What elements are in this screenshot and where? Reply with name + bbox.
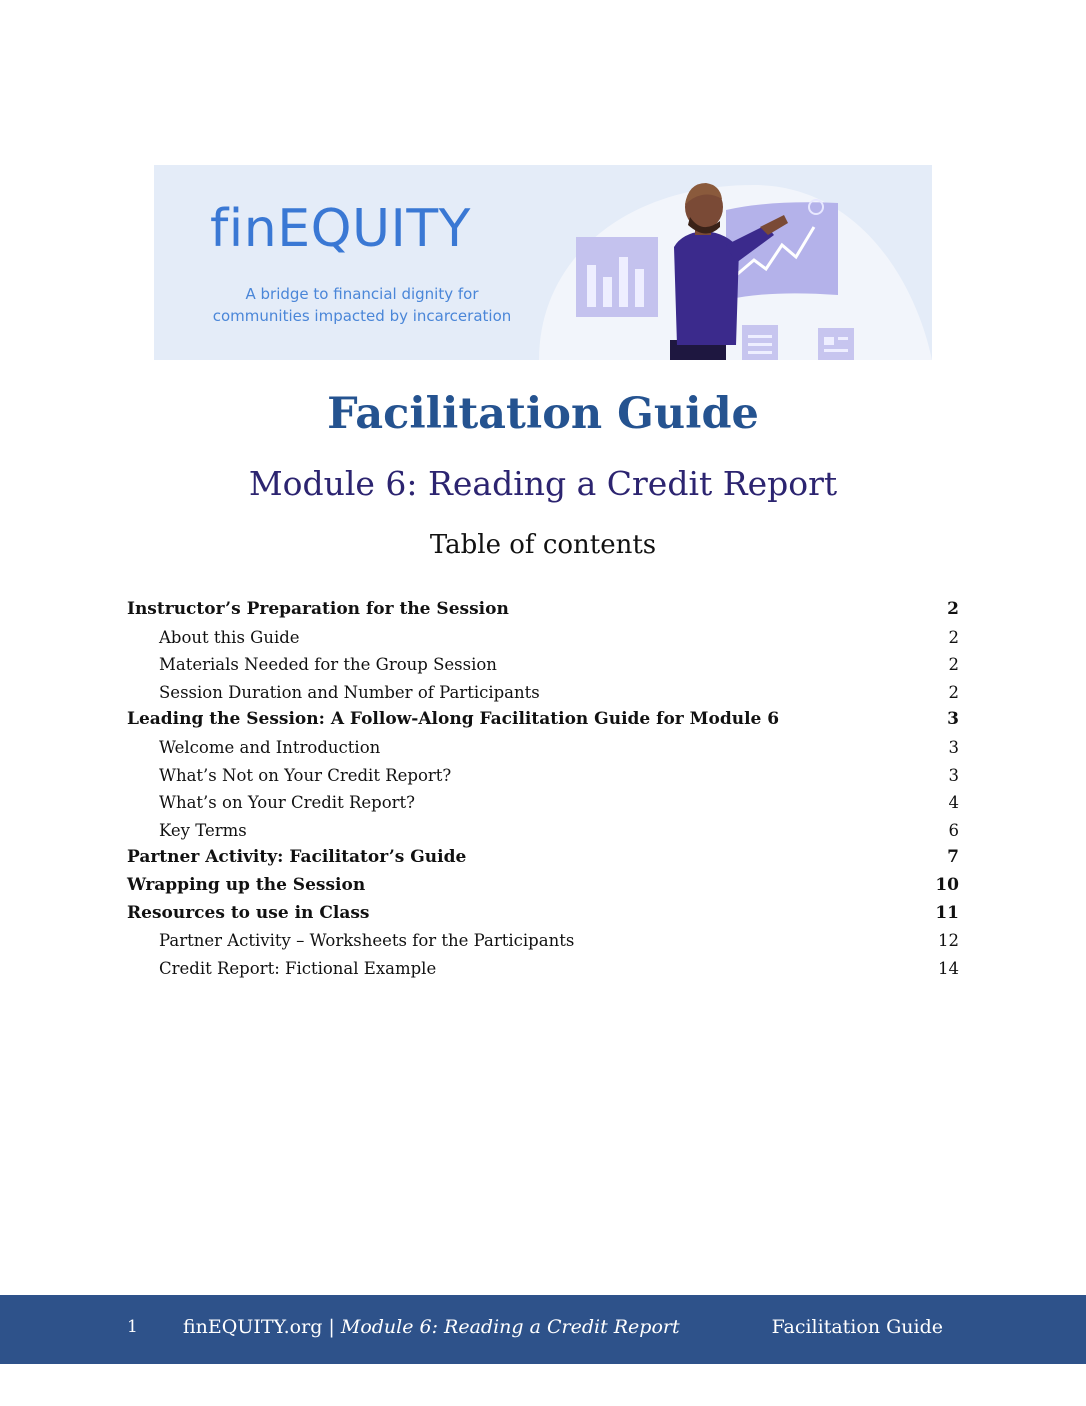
brand-logo-text: finEQUITY [210, 199, 471, 259]
toc-entry-label: Leading the Session: A Follow-Along Facilitation Guide for Module 6 [127, 709, 780, 730]
toc-entry[interactable] [127, 872, 959, 900]
toc-entry-page: 4 [948, 793, 959, 813]
toc-entry[interactable] [127, 596, 959, 624]
document-icon [818, 328, 854, 360]
footer-page-number: 1 [127, 1317, 138, 1337]
toc-entry-page: 10 [935, 874, 959, 895]
toc-entry-label: Partner Activity – Worksheets for the Participants [159, 931, 575, 951]
toc-entry[interactable] [127, 762, 959, 790]
brand-tagline [182, 283, 542, 327]
toc-entry-page: 3 [947, 709, 959, 730]
toc-entry-label: What’s Not on Your Credit Report? [159, 765, 452, 785]
toc-entry-label: About this Guide [159, 627, 300, 647]
toc-entry-label: Credit Report: Fictional Example [159, 958, 437, 978]
toc-entry-page: 12 [938, 931, 959, 951]
toc-entry-label: Welcome and Introduction [159, 737, 381, 757]
document-subtitle: Module 6: Reading a Credit Report [248, 464, 838, 503]
toc-entry-label: Wrapping up the Session [127, 874, 366, 895]
toc-entry[interactable] [127, 955, 959, 983]
toc-entry-label: Materials Needed for the Group Session [159, 655, 497, 675]
toc-entry[interactable] [127, 734, 959, 762]
toc-entry-page: 2 [948, 655, 959, 675]
toc-heading: Table of contents [429, 530, 657, 560]
toc-entry-page: 6 [948, 820, 959, 840]
toc-entry[interactable] [127, 679, 959, 707]
toc-entry[interactable] [127, 844, 959, 872]
toc-entry-page: 3 [948, 737, 959, 757]
footer-site: finEQUITY.org | [183, 1316, 341, 1338]
toc-entry[interactable] [127, 624, 959, 652]
footer-guide-label: Facilitation Guide [771, 1316, 943, 1338]
toc-entry-page: 3 [948, 765, 959, 785]
toc-entry-page: 7 [947, 847, 959, 868]
toc-entry[interactable] [127, 706, 959, 734]
toc-entry-page: 11 [935, 902, 959, 923]
banner-illustration [154, 165, 932, 360]
toc-entry-label: Resources to use in Class [127, 902, 370, 923]
toc-entry-label: Key Terms [159, 820, 247, 840]
toc-entry[interactable] [127, 900, 959, 928]
toc-entry[interactable] [127, 789, 959, 817]
document-icon [742, 325, 778, 360]
toc-entry-label: Instructor’s Preparation for the Session [127, 599, 509, 619]
footer-module: Module 6: Reading a Credit Report [340, 1316, 680, 1338]
tagline-line: A bridge to financial dignity for [245, 285, 479, 303]
toc-entry-page: 2 [948, 682, 959, 702]
toc-entry[interactable] [127, 817, 959, 845]
toc-entry-page: 2 [948, 627, 959, 647]
toc-entry[interactable] [127, 927, 959, 955]
bar-chart-panel-icon [576, 237, 658, 317]
document-title: Facilitation Guide [327, 389, 759, 439]
toc-entry-label: What’s on Your Credit Report? [159, 793, 416, 813]
tagline-line: communities impacted by incarceration [212, 307, 512, 325]
toc-entry-label: Partner Activity: Facilitator’s Guide [127, 847, 467, 868]
table-of-contents [127, 596, 959, 982]
toc-entry-label: Session Duration and Number of Participants [159, 682, 540, 702]
header-banner [154, 165, 932, 360]
toc-entry[interactable] [127, 651, 959, 679]
page-footer [0, 1295, 1086, 1364]
toc-entry-page: 2 [947, 599, 959, 619]
footer-site-and-module [183, 1316, 680, 1338]
toc-entry-page: 14 [938, 958, 959, 978]
